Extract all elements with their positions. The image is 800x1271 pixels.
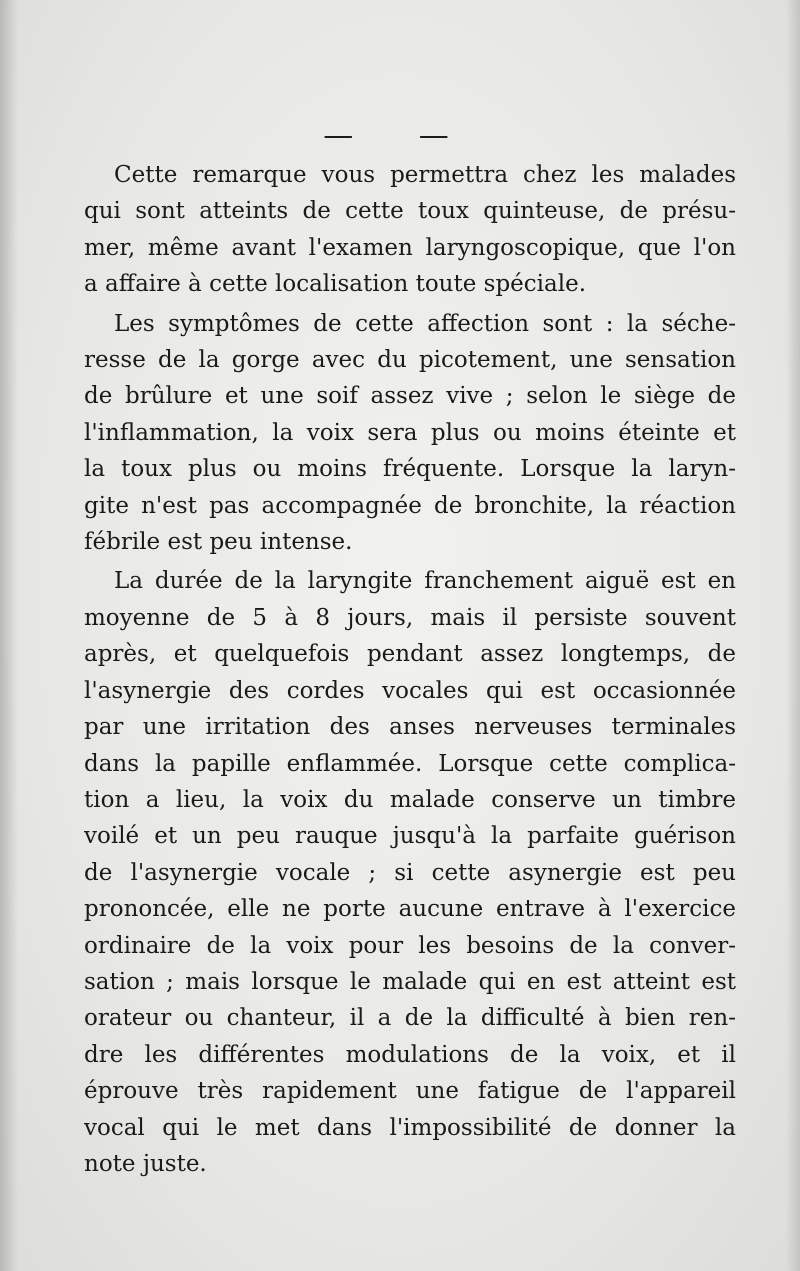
text-line: note juste.	[84, 1150, 207, 1177]
text-line: mer, même avant l'examen laryngoscopique, que l'on	[84, 234, 736, 261]
text-line: moyenne de 5 à 8 jours, mais il persiste souvent	[84, 604, 736, 631]
text-line: resse de la gorge avec du picotement, une sensation	[84, 347, 736, 374]
text-line: vocal qui le met dans l'impossibilité de donner la	[84, 1114, 736, 1141]
text-line: éprouve très rapidement une fatigue de l'appareil	[84, 1078, 736, 1105]
text-line: dre les différentes modulations de la voix, et il	[84, 1041, 736, 1068]
text-line: qui sont atteints de cette toux quinteuse, de présu-	[84, 198, 736, 225]
text-line: après, et quelquefois pendant assez longtemps, de	[84, 641, 736, 668]
text-line: La durée de la laryngite franchement aiguë est en	[114, 568, 736, 595]
text-line: dans la papille enflammée. Lorsque cette complica-	[84, 750, 736, 777]
text-line: l'inflammation, la voix sera plus ou moins éteinte et	[84, 419, 736, 446]
text-line: tion a lieu, la voix du malade conserve un timbre	[84, 786, 736, 813]
text-line: sation ; mais lorsque le malade qui en est atteint est	[84, 968, 736, 995]
page-edge-shadow-right	[786, 0, 800, 1271]
text-line: la toux plus ou moins fréquente. Lorsque la laryn-	[84, 456, 736, 483]
text-line: prononcée, elle ne porte aucune entrave à l'exercice	[84, 896, 736, 923]
text-line: de l'asynergie vocale ; si cette asynergie est peu	[84, 859, 736, 886]
body-text	[84, 157, 736, 1185]
text-line: Cette remarque vous permettra chez les malades	[114, 162, 736, 188]
text-line: a affaire à cette localisation toute spéciale.	[84, 271, 587, 298]
text-line: orateur ou chanteur, il a de la difficulté à bien ren-	[84, 1005, 736, 1032]
text-line: fébrile est peu intense.	[84, 529, 353, 556]
paragraph-1	[84, 157, 736, 303]
text-line: ordinaire de la voix pour les besoins de la conver-	[84, 932, 736, 959]
text-line: gite n'est pas accompagnée de bronchite, la réaction	[84, 492, 736, 519]
page-edge-shadow-left	[0, 0, 18, 1271]
text-line: de brûlure et une soif assez vive ; selon le siège de	[84, 383, 736, 410]
text-line: Les symptômes de cette affection sont : la séche-	[114, 310, 736, 337]
text-line: l'asynergie des cordes vocales qui est occasionnée	[84, 677, 736, 704]
page-header-mark: — —	[323, 118, 477, 153]
text-line: voilé et un peu rauque jusqu'à la parfaite guérison	[84, 823, 736, 850]
text-line: par une irritation des anses nerveuses terminales	[84, 714, 736, 741]
paragraph-2	[84, 306, 736, 561]
paragraph-3	[84, 563, 736, 1182]
